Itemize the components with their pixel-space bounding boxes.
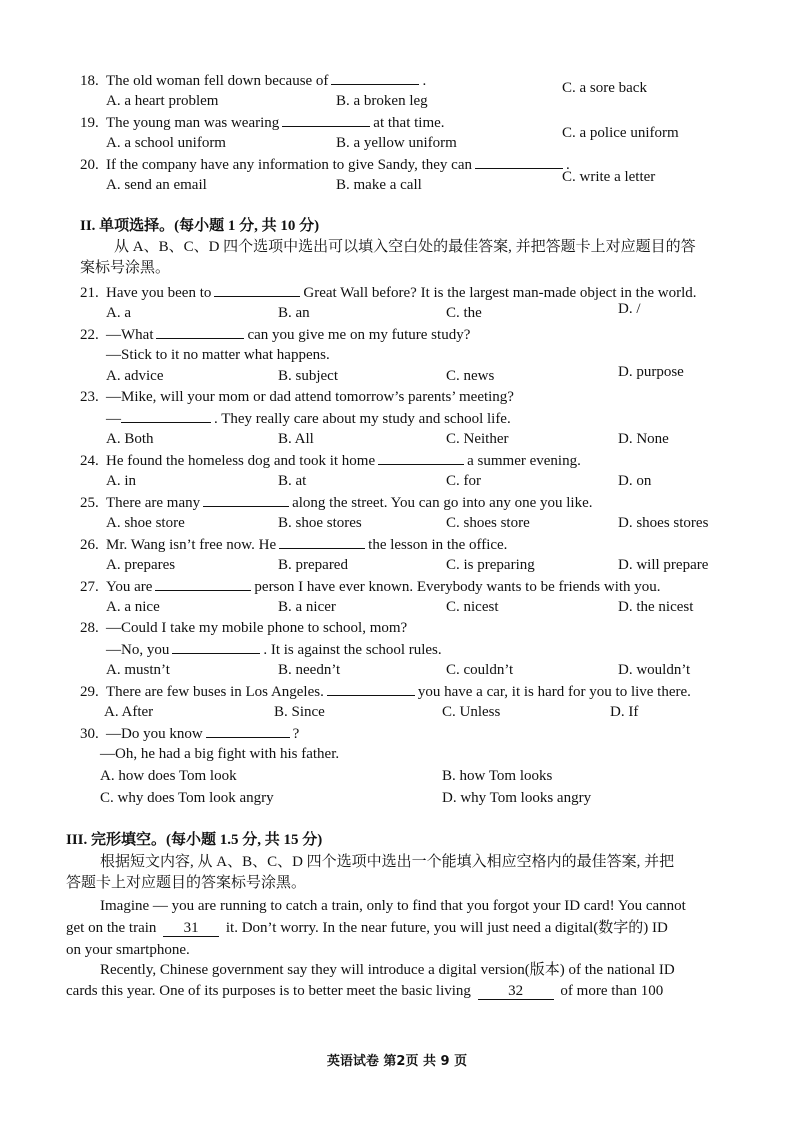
option-b: B. prepared <box>278 557 348 573</box>
question-28 <box>80 618 754 638</box>
question-text: you have a car, it is hard for you to live there. <box>417 684 691 700</box>
option-d: D. will prepare <box>618 557 709 573</box>
option-d: D. shoes stores <box>618 515 709 531</box>
option-b: B. needn’t <box>278 662 341 678</box>
option-c: C. the <box>446 305 482 321</box>
option-d: D. If <box>610 704 639 720</box>
option-c: C. couldn’t <box>446 662 514 678</box>
question-number: 21. <box>80 285 99 301</box>
options-25 <box>106 513 756 533</box>
question-text: a summer evening. <box>467 453 581 469</box>
answer-blank <box>214 282 300 297</box>
option-b: B. how Tom looks <box>442 768 553 784</box>
blank-31: 31 <box>163 920 219 937</box>
question-number: 29. <box>80 684 99 700</box>
option-b: B. shoe stores <box>278 515 362 531</box>
passage-text: of more than 100 <box>560 983 664 999</box>
question-number: 28. <box>80 620 99 636</box>
answer-blank <box>206 723 290 738</box>
passage-text: get on the train <box>66 920 157 936</box>
question-22 <box>80 324 754 345</box>
section-3-title: III. 完形填空。(每小题 1.5 分, 共 15 分) <box>66 832 323 848</box>
options-26 <box>106 555 756 575</box>
question-text: —What <box>106 327 154 343</box>
question-text: If the company have any information to give Sandy, they can <box>106 157 472 173</box>
question-number: 27. <box>80 579 99 595</box>
option-c: C. write a letter <box>562 169 656 185</box>
question-number: 25. <box>80 495 99 511</box>
option-c: C. nicest <box>446 599 499 615</box>
question-23 <box>80 387 754 407</box>
section-2-title: II. 单项选择。(每小题 1 分, 共 10 分) <box>80 218 320 234</box>
instruction-text: 从 A、B、C、D 四个选项中选出可以填入空白处的最佳答案, 并把答题卡上对应题目的答 <box>114 239 696 255</box>
question-text: . It is against the school rules. <box>263 642 442 658</box>
option-b: B. at <box>278 473 307 489</box>
question-text: You are <box>106 579 153 595</box>
question-24 <box>80 450 754 471</box>
section-2-instruction <box>80 237 754 258</box>
question-text: He found the homeless dog and took it home <box>106 453 376 469</box>
question-text: Mr. Wang isn’t free now. He <box>106 537 277 553</box>
section-3-instruction: 根据短文内容, 从 A、B、C、D 四个选项中选出一个能填入相应空格内的最佳答案, 并把 <box>100 854 675 870</box>
question-text: . <box>422 73 427 89</box>
option-d: D. None <box>618 431 669 447</box>
option-a: A. Both <box>106 431 154 447</box>
question-text: —Could I take my mobile phone to school, mom? <box>106 620 408 636</box>
question-text: . <box>566 157 570 173</box>
answer-blank <box>279 534 365 549</box>
option-a: A. shoe store <box>106 515 185 531</box>
answer-blank <box>156 324 244 339</box>
question-21 <box>80 282 754 303</box>
option-a: A. prepares <box>106 557 176 573</box>
question-29 <box>80 681 754 702</box>
question-text: The old woman fell down because of <box>106 73 329 89</box>
option-a: A. send an email <box>106 177 207 193</box>
option-c: C. shoes store <box>446 515 530 531</box>
question-text: can you give me on my future study? <box>247 327 471 343</box>
option-c: C. Unless <box>442 704 501 720</box>
question-text: —Do you know <box>106 726 203 742</box>
option-a: A. a school uniform <box>106 135 226 151</box>
option-b: B. a yellow uniform <box>336 135 457 151</box>
option-b: B. subject <box>278 368 338 384</box>
passage-p1-line3: on your smartphone. <box>66 942 190 958</box>
passage-text: it. Don’t worry. In the near future, you will just need a digital(数字的) ID <box>225 920 668 936</box>
option-a: A. mustn’t <box>106 662 170 678</box>
answer-blank <box>378 450 464 465</box>
option-a: A. a <box>106 305 131 321</box>
option-a: A. in <box>106 473 136 489</box>
option-c: C. a police uniform <box>562 125 679 141</box>
question-text: The young man was wearing <box>106 115 280 131</box>
option-a: A. how does Tom look <box>100 768 237 784</box>
question-30-reply: —Oh, he had a big fight with his father. <box>100 746 340 762</box>
option-d: D. why Tom looks angry <box>442 790 592 806</box>
passage-text: cards this year. One of its purposes is to better meet the basic living <box>66 983 471 999</box>
question-26 <box>80 534 754 555</box>
option-b: B. a nicer <box>278 599 336 615</box>
option-d: D. wouldn’t <box>618 662 691 678</box>
question-text: the lesson in the office. <box>368 537 508 553</box>
answer-blank <box>121 408 211 423</box>
option-a: A. advice <box>106 368 164 384</box>
option-c: C. why does Tom look angry <box>100 790 274 806</box>
question-text: person I have ever known. Everybody wants to be friends with you. <box>254 579 661 595</box>
passage-p1-line1: Imagine — you are running to catch a train, only to find that you forgot your ID card! You cannot <box>100 898 686 914</box>
question-number: 24. <box>80 453 99 469</box>
question-text: There are many <box>106 495 201 511</box>
question-text: —No, you <box>106 642 170 658</box>
question-text: —Mike, will your mom or dad attend tomorrow’s parents’ meeting? <box>106 389 514 405</box>
option-d: D. on <box>618 473 652 489</box>
question-number: 18. <box>80 73 99 89</box>
question-18 <box>80 70 754 91</box>
question-22-reply: —Stick to it no matter what happens. <box>106 347 330 363</box>
question-25 <box>80 492 754 513</box>
blank-32: 32 <box>478 983 554 1000</box>
option-a: A. a heart problem <box>106 93 219 109</box>
question-text: There are few buses in Los Angeles. <box>106 684 324 700</box>
options-28 <box>106 660 756 680</box>
passage-p2-line1: Recently, Chinese government say they will introduce a digital version(版本) of the national ID <box>100 962 675 978</box>
option-c: C. a sore back <box>562 80 647 96</box>
question-text: . They really care about my study and school life. <box>214 411 511 427</box>
question-27 <box>80 576 754 597</box>
question-28-reply <box>106 639 754 660</box>
question-text: at that time. <box>373 115 445 131</box>
section-3-instruction-line2: 答题卡上对应题目的答案标号涂黑。 <box>66 875 307 891</box>
answer-blank <box>172 639 260 654</box>
options-22 <box>106 366 756 386</box>
option-c: C. Neither <box>446 431 509 447</box>
answer-blank <box>203 492 289 507</box>
question-text: Great Wall before? It is the largest man-made object in the world. <box>303 285 697 301</box>
answer-blank <box>155 576 251 591</box>
options-23 <box>106 429 756 449</box>
options-29 <box>104 702 754 722</box>
answer-blank <box>327 681 415 696</box>
option-b: B. All <box>278 431 314 447</box>
question-number: 26. <box>80 537 99 553</box>
options-30 <box>100 766 750 808</box>
option-d: D. / <box>618 301 641 317</box>
question-number: 23. <box>80 389 99 405</box>
passage-p2-line2 <box>66 981 754 1002</box>
section-2-instruction-line2: 案标号涂黑。 <box>80 260 171 276</box>
option-b: B. a broken leg <box>336 93 428 109</box>
passage-p1-line2 <box>66 918 754 939</box>
options-19 <box>106 125 756 153</box>
question-number: 19. <box>80 115 99 131</box>
options-21 <box>106 303 756 323</box>
answer-blank <box>475 154 563 169</box>
options-27 <box>106 597 756 617</box>
question-text: along the street. You can go into any one you like. <box>292 495 593 511</box>
answer-blank <box>282 112 370 127</box>
question-text: — <box>106 411 121 427</box>
question-number: 20. <box>80 157 99 173</box>
option-b: B. an <box>278 305 310 321</box>
question-30 <box>80 723 754 744</box>
page-footer: 英语试卷 第2页 共 9 页 <box>326 1054 468 1069</box>
question-number: 22. <box>80 327 99 343</box>
question-text: ? <box>292 726 300 742</box>
question-23-reply <box>106 408 754 429</box>
answer-blank <box>331 70 419 85</box>
option-a: A. a nice <box>106 599 160 615</box>
option-c: C. is preparing <box>446 557 535 573</box>
option-a: A. After <box>104 704 154 720</box>
option-b: B. Since <box>274 704 325 720</box>
option-b: B. make a call <box>336 177 422 193</box>
option-d: D. purpose <box>618 364 684 380</box>
options-24 <box>106 471 756 491</box>
question-number: 30. <box>80 726 99 742</box>
option-d: D. the nicest <box>618 599 694 615</box>
option-c: C. news <box>446 368 495 384</box>
question-text: Have you been to <box>106 285 212 301</box>
option-c: C. for <box>446 473 481 489</box>
options-20 <box>106 169 756 195</box>
